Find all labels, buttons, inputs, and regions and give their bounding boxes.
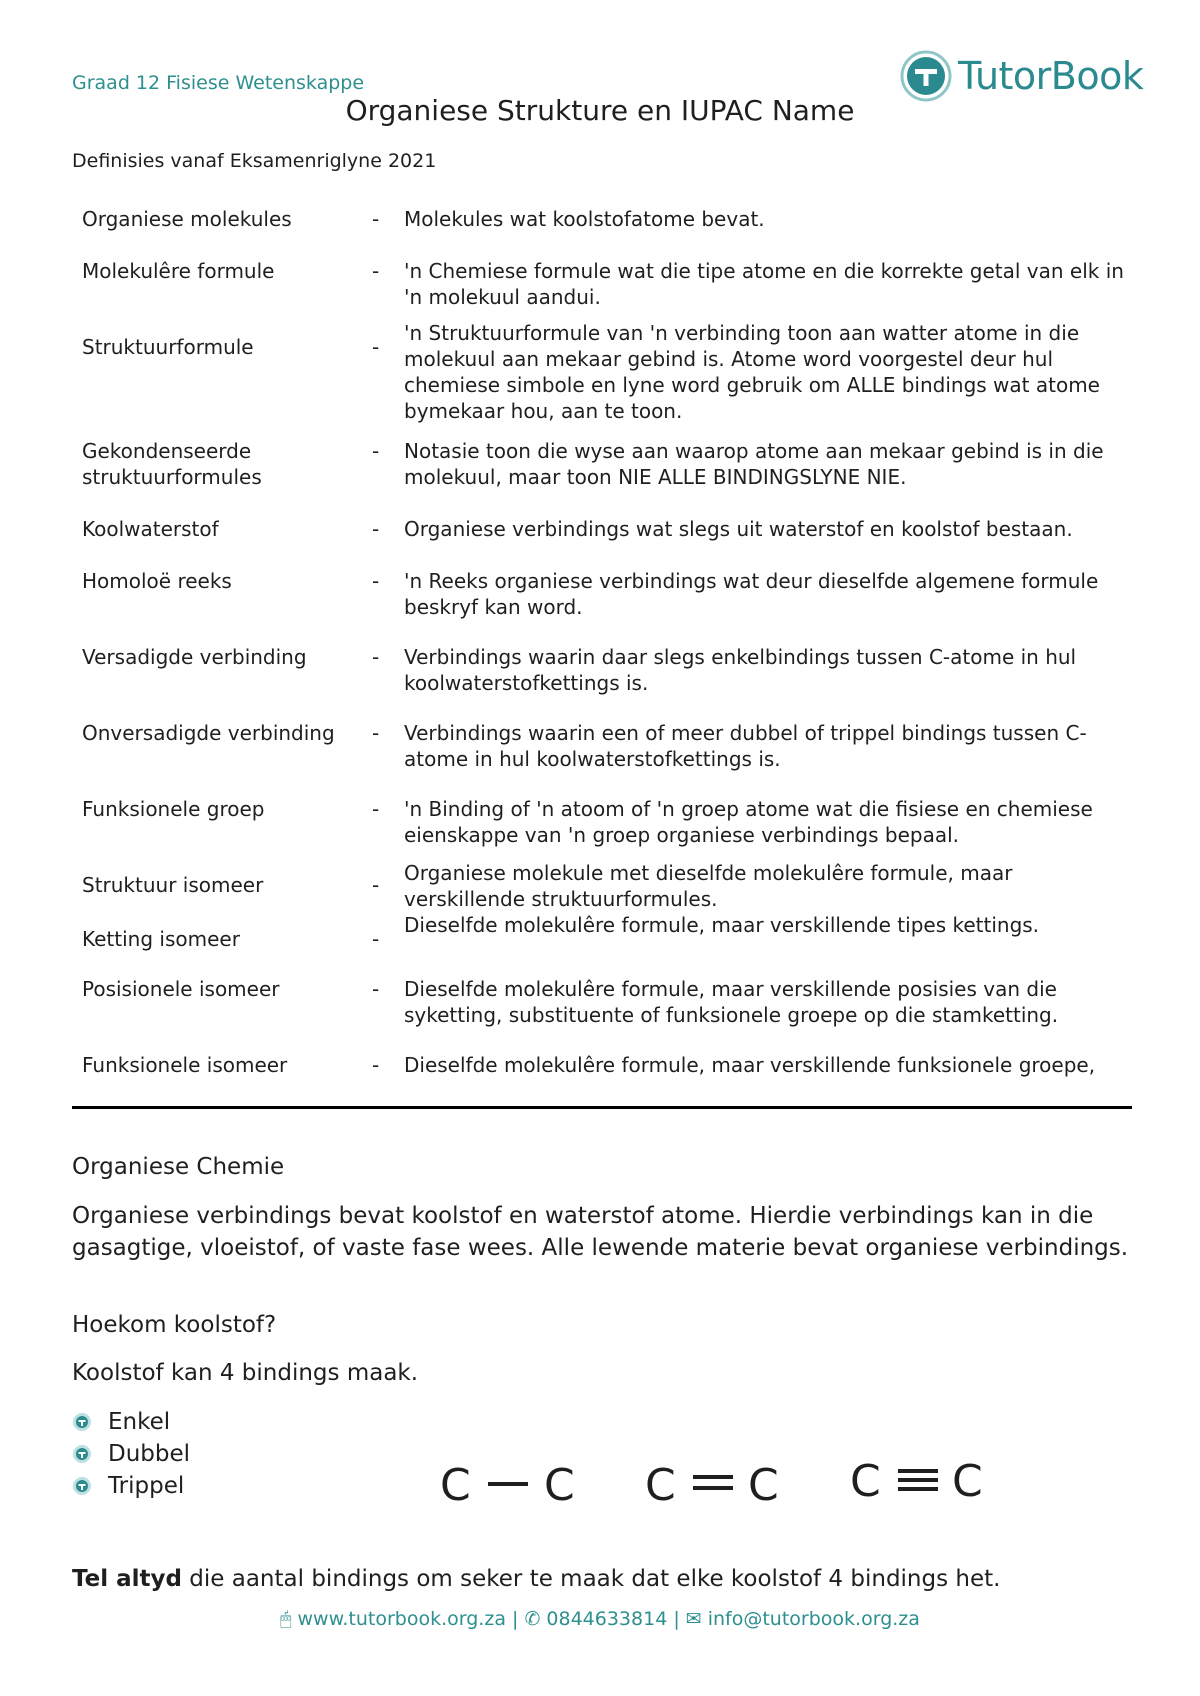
section-title: Organiese Chemie <box>72 1154 285 1180</box>
definition-desc: Molekules wat koolstofatome bevat. <box>404 207 765 231</box>
definition-term: Organiese molekules <box>82 207 292 231</box>
definition-row <box>82 860 1132 912</box>
definition-desc: 'n Binding of 'n atoom of 'n groep atome wat die fisiese en chemiese eienskappe van 'n groep organiese verbindings bepaal. <box>404 797 1093 847</box>
double-bond-lines <box>693 1475 733 1490</box>
definition-dash: - <box>372 207 380 231</box>
tip-bold: Tel altyd <box>72 1566 182 1592</box>
definition-desc: 'n Struktuurformule van 'n verbinding toon aan watter atome in die molekuul aan mekaar gebind is. Atome word voorgestel deur hul chemiese simbole en lyne word gebruik om ALLE bindings wat atome bymekaar hou, aan te toon. <box>404 321 1100 423</box>
definition-dash: - <box>372 439 380 463</box>
tutorbook-bullet-icon <box>72 1476 92 1496</box>
definition-desc: Dieselfde molekulêre formule, maar verskillende funksionele groepe, <box>404 1053 1096 1077</box>
bond-atom-label: C <box>645 1460 676 1510</box>
intro-paragraph: Organiese verbindings bevat koolstof en waterstof atome. Hierdie verbindings kan in die gasagtige, vloeistof, of vaste fase wees. Alle lewende materie bevat organiese verbindings. <box>72 1203 1129 1261</box>
definition-desc: 'n Chemiese formule wat die tipe atome en die korrekte getal van elk in 'n molekuul aandui. <box>404 259 1124 309</box>
bond-atom-label: C <box>440 1460 471 1510</box>
definition-row <box>82 568 1132 620</box>
definition-desc: Organiese verbindings wat slegs uit waterstof en koolstof bestaan. <box>404 517 1073 541</box>
definition-dash: - <box>372 873 380 897</box>
bond-diagram <box>440 1440 1000 1510</box>
definition-term: Funksionele groep <box>82 797 265 821</box>
definition-row <box>82 206 1132 232</box>
definition-row <box>82 516 1132 542</box>
definition-dash: - <box>372 569 380 593</box>
definition-row <box>82 796 1132 848</box>
definition-row <box>82 976 1132 1028</box>
definition-row <box>82 912 1132 952</box>
definition-dash: - <box>372 517 380 541</box>
list-item <box>72 1470 190 1502</box>
definition-dash: - <box>372 721 380 745</box>
bond-atom-label: C <box>952 1456 983 1507</box>
definition-row <box>82 320 1132 424</box>
definition-desc: Verbindings waarin een of meer dubbel of trippel bindings tussen C-atome in hul koolwaterstofkettings is. <box>404 721 1087 771</box>
bond-type-list <box>72 1406 190 1502</box>
definition-dash: - <box>372 977 380 1001</box>
definition-term: Struktuurformule <box>82 335 254 359</box>
list-item <box>72 1438 190 1470</box>
definition-row <box>82 438 1132 490</box>
definition-term: Koolwaterstof <box>82 517 219 541</box>
definition-desc: 'n Reeks organiese verbindings wat deur dieselfde algemene formule beskryf kan word. <box>404 569 1099 619</box>
definition-term: Versadigde verbinding <box>82 645 307 669</box>
definition-term: Struktuur isomeer <box>82 873 264 897</box>
definition-dash: - <box>372 1053 380 1077</box>
definition-row <box>82 258 1132 310</box>
list-item-label: Dubbel <box>108 1441 191 1467</box>
definition-term: Homoloë reeks <box>82 569 232 593</box>
bond-atom-label: C <box>544 1460 575 1510</box>
definition-term: Funksionele isomeer <box>82 1053 288 1077</box>
definition-dash: - <box>372 335 380 359</box>
bond-atom-label: C <box>850 1456 881 1507</box>
definition-term: Gekondenseerde struktuurformules <box>82 439 262 489</box>
bond-atom-label: C <box>748 1460 779 1510</box>
definition-desc: Organiese molekule met dieselfde molekulêre formule, maar verskillende struktuurformules. <box>404 861 1013 911</box>
question-text: Hoekom koolstof? <box>72 1312 277 1338</box>
list-item <box>72 1406 190 1438</box>
subject-label: Graad 12 Fisiese Wetenskappe <box>72 72 365 94</box>
tutorbook-bullet-icon <box>72 1412 92 1432</box>
definition-desc: Notasie toon die wyse aan waarop atome aan mekaar gebind is in die molekuul, maar toon NIE ALLE BINDINGSLYNE NIE. <box>404 439 1104 489</box>
definition-dash: - <box>372 645 380 669</box>
page-subtitle: Definisies vanaf Eksamenriglyne 2021 <box>72 150 437 172</box>
definition-desc: Dieselfde molekulêre formule, maar verskillende tipes kettings. <box>404 913 1040 937</box>
definition-term: Ketting isomeer <box>82 927 240 951</box>
definition-term: Molekulêre formule <box>82 259 275 283</box>
single-bond-line <box>488 1482 528 1486</box>
tip-rest: die aantal bindings om seker te maak dat elke koolstof 4 bindings het. <box>181 1566 1001 1592</box>
definition-dash: - <box>372 927 380 951</box>
definition-term: Onversadigde verbinding <box>82 721 335 745</box>
definition-row <box>82 1052 1132 1078</box>
list-item-label: Enkel <box>108 1409 171 1435</box>
definition-dash: - <box>372 797 380 821</box>
definition-dash: - <box>372 259 380 283</box>
page-title: Organiese Strukture en IUPAC Name <box>345 94 855 127</box>
definition-desc: Dieselfde molekulêre formule, maar verskillende posisies van die syketting, substituente of funksionele groepe op die stamketting. <box>404 977 1059 1027</box>
definition-row <box>82 644 1132 696</box>
tutorbook-bullet-icon <box>72 1444 92 1464</box>
statement-text: Koolstof kan 4 bindings maak. <box>72 1360 419 1386</box>
triple-bond-lines <box>898 1469 938 1491</box>
definition-row <box>82 720 1132 772</box>
footer-contact: 🖱 www.tutorbook.org.za | ✆ 0844633814 | ✉ info@tutorbook.org.za <box>280 1608 920 1630</box>
section-divider <box>72 1106 1132 1109</box>
tip-text <box>72 1566 1000 1592</box>
logo-text: TutorBook <box>958 54 1144 98</box>
list-item-label: Trippel <box>108 1473 185 1499</box>
definition-term: Posisionele isomeer <box>82 977 280 1001</box>
definition-desc: Verbindings waarin daar slegs enkelbindings tussen C-atome in hul koolwaterstofkettings is. <box>404 645 1077 695</box>
